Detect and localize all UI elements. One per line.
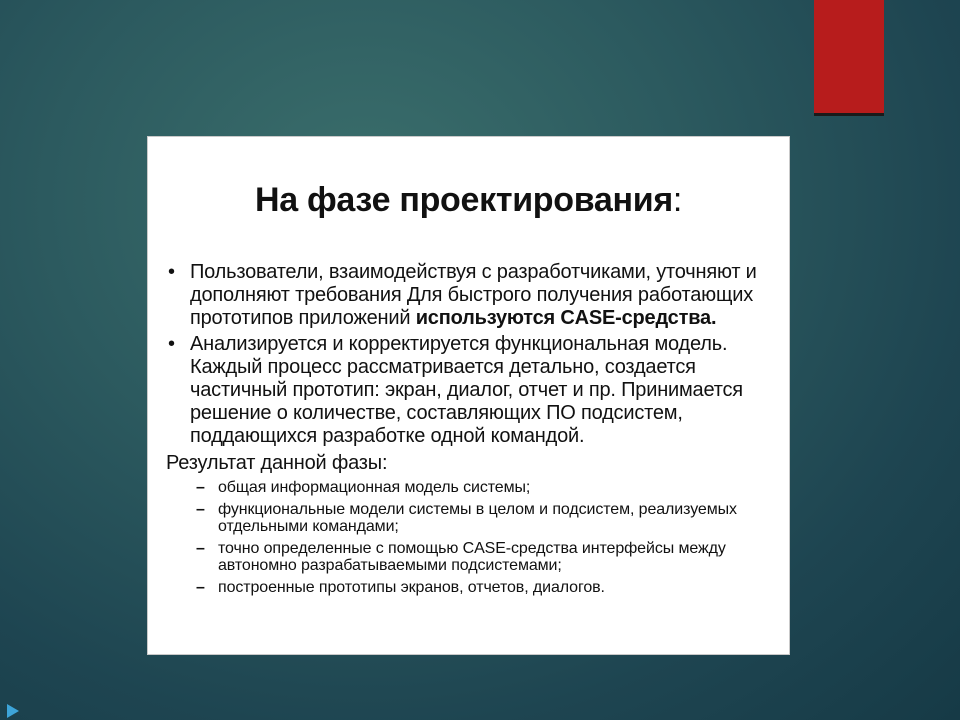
result-text: общая информационная модель системы; [218,479,531,496]
result-item [196,501,778,535]
bullet-item [166,261,778,330]
bullet-text: Анализируется и корректируется функциональная модель. Каждый процесс рассматривается детально, создается частичный прототип: экран, диалог, отчет и пр. Принимается решение о количестве, составляющих ПО подсистем, поддающихся разработке одной командой. [190,333,743,447]
dash-marker: – [196,479,205,496]
result-heading: Результат данной фазы: [166,452,388,474]
result-item [196,579,778,596]
content-card [147,136,790,655]
bullet-marker: • [168,261,175,283]
result-text: построенные прототипы экранов, отчетов, диалогов. [218,579,605,596]
slide-title-colon: : [672,181,683,219]
bullet-bold-text: используются CASE-средства. [415,307,717,329]
bullet-text: Пользователи, взаимодействуя с разработчиками, уточняют и дополняют требования Для быстрого получения работающих прототипов приложений [190,261,757,329]
result-item [196,479,778,496]
bullet-marker: • [168,333,175,355]
bullet-item [166,333,778,448]
dash-marker: – [196,501,205,518]
dash-marker: – [196,579,205,596]
red-accent-bar [814,0,884,116]
bullet-list [166,261,778,601]
dash-marker: – [196,540,205,557]
slide-title [148,181,789,220]
play-arrow-icon [7,704,19,718]
slide-title-text: На фазе проектирования [254,181,673,219]
result-text: точно определенные с помощью CASE-средства интерфейсы между автономно разрабатываемыми подсистемами; [218,540,726,574]
result-list [166,479,778,596]
result-text: функциональные модели системы в целом и подсистем, реализуемых отдельными командами; [218,501,737,535]
result-item [196,540,778,574]
